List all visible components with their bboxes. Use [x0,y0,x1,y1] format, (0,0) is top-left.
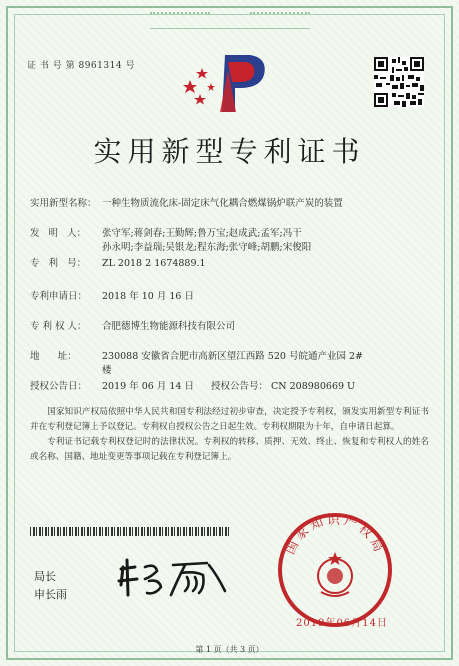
page-number: 第 1 页（共 3 页） [195,645,264,654]
qr-code-icon [374,57,424,107]
field-value: 张守军;蒋剑春;王勤辉;鲁万宝;赵成武;孟军;冯干 孙永明;李益瑞;吴银龙;程东海;张守峰;胡鹏;宋俊阳 [102,228,312,253]
field-value: 230088 安徽省合肥市高新区望江西路 520 号皖通产业园 2# 楼 [102,351,363,376]
field-label: 授权公告日： [30,381,88,392]
field-label: 专利申请日： [30,291,88,302]
official-seal-icon [275,510,395,630]
field-value: ZL 2018 2 1674889.1 [102,258,206,269]
svg-text:国家知识产权局 [283,513,387,557]
field-label: 地 址： [30,351,77,362]
field-label: 专 利 权 人： [30,321,87,332]
handwritten-signature-icon [115,555,235,600]
signatory-name: 申长雨 [34,588,67,601]
cnipa-emblem-icon [180,50,270,115]
body-paragraph: 国家知识产权局依照中华人民共和国专利法经过初步审查，决定授予专利权，颁发实用新型专利证书并在专利登记簿上予以登记。专利权自授权公告之日起生效。专利权期限为十年，自申请日起算。 [30,407,429,432]
field-label: 专 利 号： [30,258,87,269]
top-ornament [150,6,310,29]
field-value: 一种生物质流化床-固定床气化耦合燃煤锅炉联产炭的装置 [102,198,343,209]
certificate-number: 证 书 号 第 8961314 号 [27,61,135,71]
certificate-body [30,405,429,465]
field-label: 实用新型名称： [30,198,97,209]
seal-text: 国家知识产权局 [282,512,388,557]
signatory-title: 局长 [34,570,56,583]
body-paragraph: 专利证书记载专利权登记时的法律状况。专利权的转移、质押、无效、终止、恢复和专利权人的姓名或名称、国籍、地址变更等事项记载在专利登记簿上。 [30,437,429,462]
field-label: 发 明 人： [30,228,87,239]
barcode-icon [30,527,230,536]
certificate-title: 实用新型专利证书 [93,135,366,168]
field-value: 合肥德博生物能源科技有限公司 [102,321,236,332]
seal-date: 2019年06月14日 [296,618,388,629]
field-value: 2019 年 06 月 14 日 授权公告号： CN 208980669 U [102,381,356,392]
field-value: 2018 年 10 月 16 日 [102,291,194,302]
